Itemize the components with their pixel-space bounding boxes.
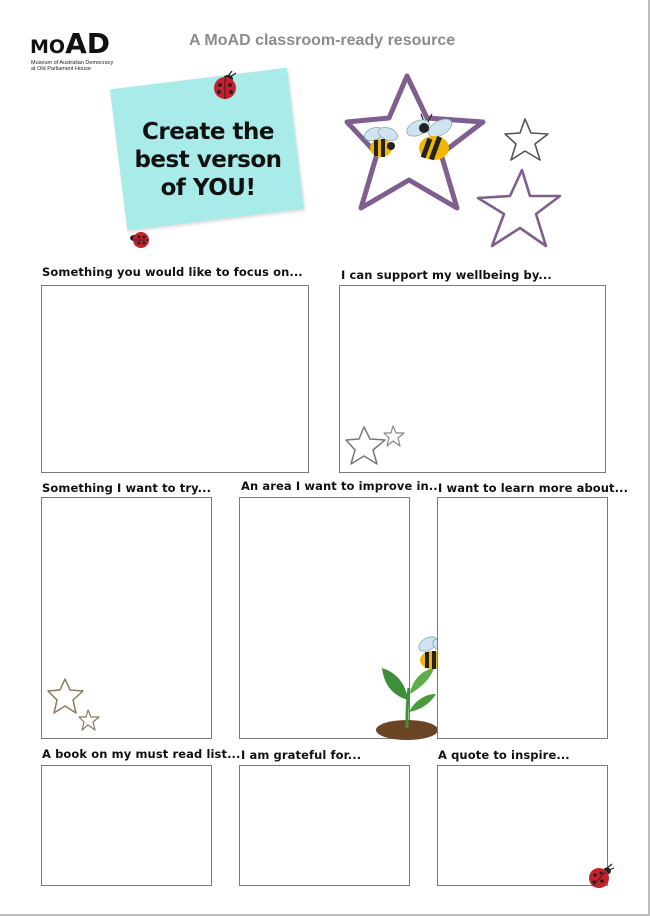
moad-logo: MOAD <box>30 27 110 60</box>
ladybug-icon <box>585 862 615 890</box>
ladybug-icon <box>210 70 240 102</box>
logo-subtitle: Museum of Australian Democracy at Old Parliament House <box>31 60 114 72</box>
focus-writing-box[interactable] <box>41 285 309 473</box>
star-icon <box>383 425 405 447</box>
bee-icon <box>404 112 456 164</box>
quote-label: A quote to inspire... <box>438 748 570 762</box>
book-writing-box[interactable] <box>41 765 212 886</box>
ladybug-icon <box>128 228 152 252</box>
wellbeing-label: I can support my wellbeing by... <box>341 268 552 282</box>
learn-writing-box[interactable] <box>437 497 608 739</box>
focus-label: Something you would like to focus on... <box>42 265 303 279</box>
quote-writing-box[interactable] <box>437 765 608 886</box>
grateful-label: I am grateful for... <box>241 748 362 762</box>
star-icon <box>503 116 551 162</box>
sticky-note-heading: Create the best verson of YOU! <box>134 119 282 201</box>
bee-icon <box>362 124 402 162</box>
grateful-writing-box[interactable] <box>239 765 410 886</box>
try-label: Something I want to try... <box>42 481 212 495</box>
star-icon <box>344 424 388 466</box>
star-icon <box>78 709 100 731</box>
learn-label: I want to learn more about... <box>438 481 629 495</box>
page-header-title: A MoAD classroom-ready resource <box>189 32 456 49</box>
star-icon <box>474 166 564 252</box>
improve-label: An area I want to improve in... <box>241 479 443 493</box>
book-label: A book on my must read list... <box>42 747 241 761</box>
